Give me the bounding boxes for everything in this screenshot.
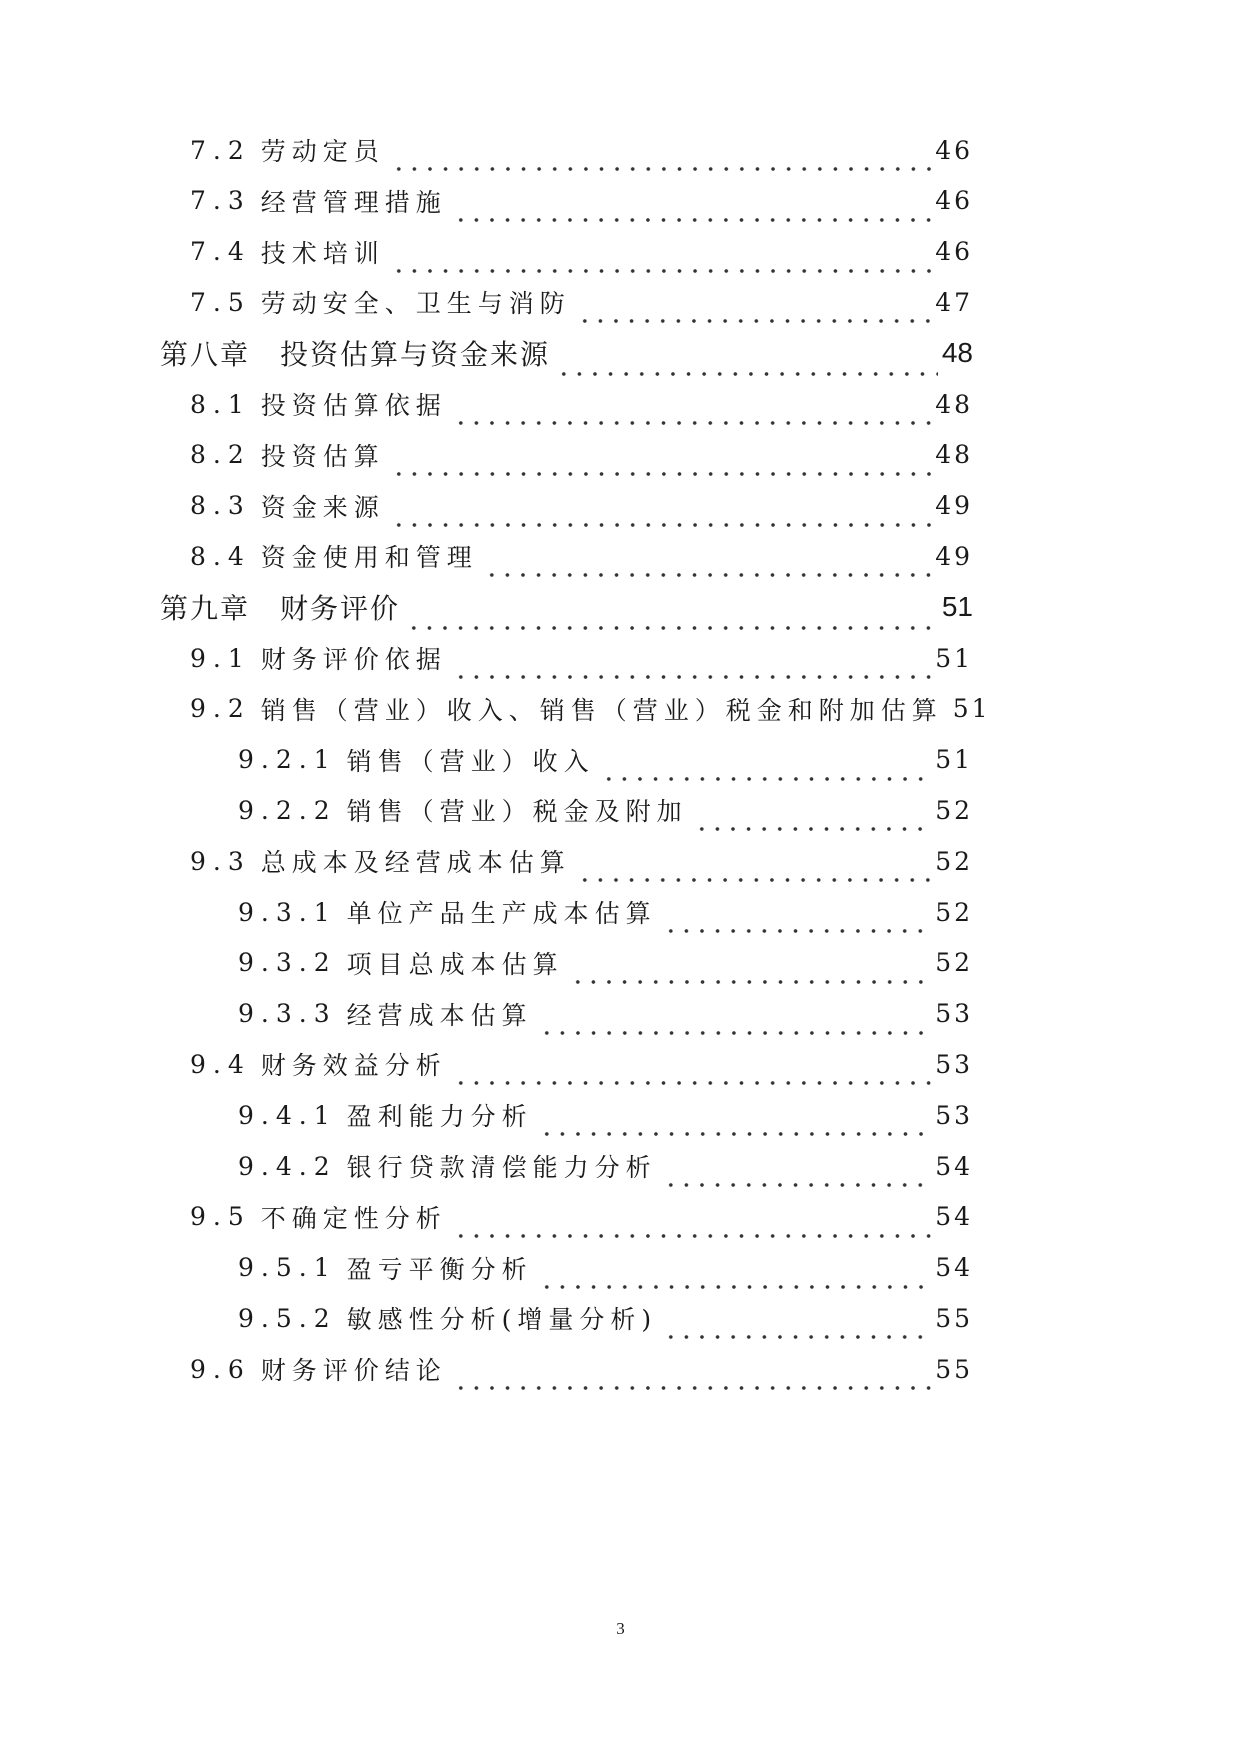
toc-entry-title: 销售（营业）税金及附加 [346, 797, 688, 827]
toc-entry[interactable] [238, 1243, 973, 1293]
toc-entry-title: 不确定性分析 [260, 1203, 447, 1233]
dot-leader [453, 633, 931, 683]
toc-entry[interactable] [238, 1090, 973, 1140]
toc-entry-number: 第九章 [160, 592, 251, 626]
toc-entry[interactable] [190, 277, 973, 327]
toc-entry-title: 项目总成本估算 [346, 949, 564, 979]
dot-leader [391, 430, 931, 480]
toc-entry-page: 48 [935, 389, 973, 419]
toc-entry-page: 53 [935, 1100, 973, 1130]
toc-entry[interactable] [238, 735, 973, 785]
toc-entry-number: 9.2 [190, 694, 251, 724]
toc-entry-title: 敏感性分析(增量分析) [346, 1305, 658, 1335]
toc-entry-page: 54 [935, 1151, 973, 1181]
toc-entry-page: 53 [935, 1049, 973, 1079]
toc-entry-page: 46 [935, 135, 973, 165]
dot-leader [453, 379, 931, 429]
dot-leader [453, 176, 931, 226]
dot-leader [663, 1293, 931, 1343]
toc-entry-number: 9.6 [190, 1354, 251, 1384]
toc-chapter-entry[interactable] [160, 582, 973, 632]
toc-entry[interactable] [190, 836, 973, 886]
toc-entry-title: 投资估算与资金来源 [280, 338, 551, 372]
toc-entry-number: 9.4.2 [238, 1151, 337, 1181]
toc-entry-number: 9.3.2 [238, 948, 337, 978]
toc-entry-number: 7.3 [190, 186, 251, 216]
dot-leader [453, 1192, 931, 1242]
toc-entry-title: 投资估算依据 [260, 391, 447, 420]
toc-entry[interactable] [190, 1192, 973, 1242]
dot-leader [484, 531, 931, 581]
toc-entry-number: 8.3 [190, 491, 251, 521]
dot-leader [601, 735, 932, 785]
toc-entry[interactable] [190, 1344, 973, 1394]
toc-entry[interactable] [190, 481, 973, 531]
toc-entry-page: 49 [935, 541, 973, 571]
toc-entry-title: 财务效益分析 [260, 1051, 447, 1081]
toc-entry-title: 技术培训 [260, 238, 385, 268]
dot-leader [577, 836, 931, 886]
toc-entry-page: 46 [935, 237, 973, 267]
toc-entry-title: 总成本及经营成本估算 [260, 848, 571, 878]
dot-leader [663, 1141, 932, 1191]
dot-leader [453, 1344, 931, 1394]
dot-leader [539, 989, 932, 1039]
toc-entry-number: 9.1 [190, 643, 251, 673]
toc-entry[interactable] [238, 938, 973, 988]
toc-entry-number: 7.2 [190, 135, 251, 165]
toc-entry-page: 51 [935, 745, 973, 775]
toc-entry-page: 53 [935, 999, 973, 1029]
toc-entry[interactable] [190, 633, 973, 683]
toc-entry-page: 52 [935, 846, 973, 876]
toc-entry-page: 49 [935, 491, 973, 521]
toc-entry-title: 盈利能力分析 [346, 1102, 533, 1132]
toc-entry-page: 51 [941, 591, 973, 623]
dot-leader [694, 785, 932, 835]
toc-entry-page: 54 [935, 1253, 973, 1283]
toc-entry-page: 52 [935, 897, 973, 927]
toc-entry[interactable] [190, 379, 973, 429]
toc-entry-title: 资金来源 [260, 492, 385, 522]
dot-leader [570, 938, 932, 988]
toc-entry-title: 财务评价 [280, 592, 401, 626]
toc-entry[interactable] [238, 1141, 973, 1191]
toc-entry-number: 8.1 [190, 389, 251, 419]
toc-chapter-entry[interactable] [160, 328, 973, 378]
toc-entry[interactable] [190, 1039, 973, 1089]
dot-leader [391, 481, 931, 531]
toc-entry-number: 9.5.2 [238, 1303, 337, 1333]
toc-entry[interactable] [238, 785, 973, 835]
toc-entry-page: 52 [935, 795, 973, 825]
toc-entry-page: 52 [935, 948, 973, 978]
dot-leader [406, 582, 938, 632]
toc-entry-number: 9.3.3 [238, 999, 337, 1029]
toc-entry-page: 51 [935, 643, 973, 673]
toc-entry-title: 财务评价结论 [260, 1356, 447, 1386]
toc-entry-page: 46 [935, 186, 973, 216]
toc-entry-title: 盈亏平衡分析 [346, 1254, 533, 1284]
toc-entry-title: 投资估算 [260, 441, 385, 471]
dot-leader [577, 277, 931, 327]
page-number: 3 [616, 1619, 625, 1638]
toc-entry[interactable] [190, 227, 973, 277]
toc-entry-number: 9.3 [190, 846, 251, 876]
toc-entry-title: 资金使用和管理 [260, 543, 478, 573]
toc-entry[interactable] [238, 1293, 973, 1343]
toc-entry-number: 7.5 [190, 287, 251, 317]
toc-entry-page: 48 [935, 440, 973, 470]
toc-entry-title: 劳动定员 [260, 137, 385, 166]
toc-entry-page: 47 [935, 287, 973, 317]
toc-entry-number: 9.2.2 [238, 795, 337, 825]
toc-entry-number: 9.2.1 [238, 745, 337, 775]
toc-entry-number: 9.4.1 [238, 1100, 337, 1130]
dot-leader [453, 1039, 931, 1089]
toc-entry-number: 9.3.1 [238, 897, 337, 927]
toc-entry-page: 55 [935, 1303, 973, 1333]
toc-entry-number: 8.2 [190, 440, 251, 470]
toc-entry-title: 银行贷款清偿能力分析 [346, 1153, 657, 1182]
toc-entry[interactable] [190, 125, 973, 175]
toc-entry-title: 财务评价依据 [260, 645, 447, 674]
toc-entry-title: 劳动安全、卫生与消防 [260, 289, 571, 319]
toc-entry[interactable] [190, 176, 973, 226]
dot-leader [539, 1090, 932, 1140]
toc-entry-page: 51 [952, 694, 991, 724]
toc-entry-number: 第八章 [160, 338, 251, 372]
toc-entry[interactable] [190, 531, 973, 581]
dot-leader [663, 887, 932, 937]
toc-entry[interactable] [238, 887, 973, 937]
toc-entry-page: 54 [935, 1202, 973, 1232]
toc-entry-number: 8.4 [190, 541, 251, 571]
toc-entry-number: 9.4 [190, 1049, 251, 1079]
dot-leader [391, 227, 931, 277]
toc-entry[interactable] [190, 684, 991, 734]
toc-entry-title: 经营成本估算 [346, 1000, 533, 1030]
toc-entry[interactable] [190, 430, 973, 480]
toc-entry-title: 销售（营业）收入、销售（营业）税金和附加估算 [260, 695, 943, 725]
dot-leader [556, 328, 938, 378]
dot-leader [539, 1243, 932, 1293]
toc-entry-number: 7.4 [190, 237, 251, 267]
toc-entry-title: 经营管理措施 [260, 187, 447, 217]
toc-entry-title: 销售（营业）收入 [346, 746, 595, 776]
toc-entry-number: 9.5.1 [238, 1253, 337, 1283]
toc-entry[interactable] [238, 989, 973, 1039]
toc-entry-number: 9.5 [190, 1202, 251, 1232]
toc-entry-page: 55 [935, 1354, 973, 1384]
toc-entry-page: 48 [941, 337, 973, 369]
toc-entry-title: 单位产品生产成本估算 [346, 899, 657, 928]
dot-leader [391, 125, 931, 175]
